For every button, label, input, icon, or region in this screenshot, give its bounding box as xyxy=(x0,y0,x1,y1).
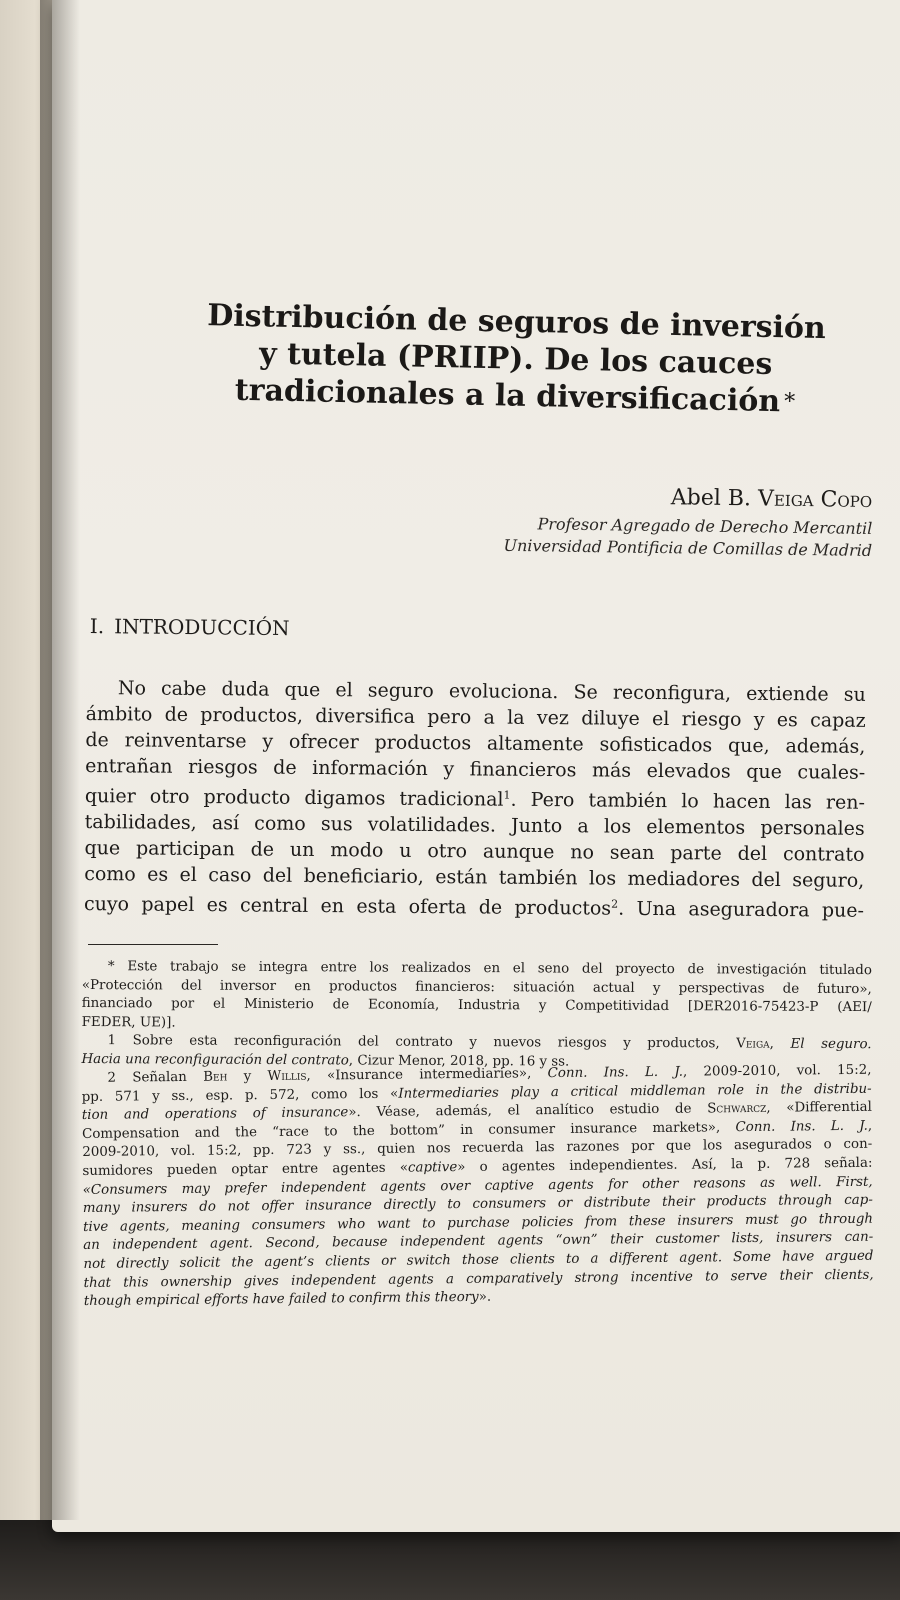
footnote-text: Compensation and the “race to the bottom” in consumer insurance markets», xyxy=(82,1119,736,1142)
footnote-ref-2: 2 xyxy=(611,897,619,911)
title-line-1: Distribución de seguros de inversión xyxy=(206,298,827,347)
footnote-quote: that this ownership gives independent agents a comparatively strong incentive to serve their clients, xyxy=(83,1266,874,1291)
footnote-text: 2 Señalan xyxy=(107,1069,204,1086)
book-page xyxy=(52,0,900,1532)
footnote-text: , 2009-2010, vol. 15:2, xyxy=(682,1062,872,1080)
footnote-line: FEDER, UE)]. xyxy=(81,1014,176,1031)
body-text: . Una aseguradora pue- xyxy=(618,897,865,922)
footnote-author: Beh xyxy=(203,1069,228,1085)
body-text: cuyo papel es central en esta oferta de productos xyxy=(83,892,612,920)
footnote-line: «Protección del inversor en productos financieros: situación actual y perspectivas de futuro», xyxy=(81,977,872,997)
body-line: entrañan riesgos de información y financieros más elevados que cuales- xyxy=(85,754,866,784)
footnote-text: » o agentes independientes. Así, la p. 728 señala: xyxy=(457,1155,873,1175)
footnote-text: , xyxy=(769,1036,791,1053)
footnote-text: y xyxy=(227,1068,268,1085)
page-content xyxy=(52,0,900,1532)
footnote-journal: Conn. Ins. L. J. xyxy=(547,1064,684,1081)
footnote-line: * Este trabajo se integra entre los realizados en el seno del proyecto de investigación titulado xyxy=(107,959,872,979)
author-position: Profesor Agregado de Derecho Mercantil xyxy=(536,514,872,538)
footnote-text: ». xyxy=(478,1289,492,1305)
footnote-text: pp. 571 y ss., esp. p. 572, como los « xyxy=(81,1085,399,1105)
footnote-text: , «Differential xyxy=(766,1099,872,1116)
title-line-3-text: tradicionales a la diversificación xyxy=(234,372,781,420)
body-line xyxy=(84,887,864,924)
footnote-quote: not directly solicit the agent’s clients or switch those clients to a different agent. Some have argued xyxy=(83,1248,874,1272)
body-line: como es el caso del beneficiario, están también los mediadores del seguro, xyxy=(84,862,865,892)
footnote-2 xyxy=(81,1061,873,1311)
footnote-quote: an independent agent. Second, because independent agents “own” their customer lists, insurers can- xyxy=(83,1229,874,1253)
body-line: tabilidades, así como sus volatilidades. Junto a los elementos personales xyxy=(84,810,865,840)
body-paragraph xyxy=(84,675,866,924)
author-first-name: Abel B. xyxy=(670,485,751,512)
footnote-quote: Intermediaries play a critical middleman role in the distribu- xyxy=(398,1080,872,1101)
footnote-quote: tion and operations of insurance xyxy=(81,1104,349,1123)
footnote-title: El seguro. xyxy=(790,1037,872,1053)
footnote-title: Hacia una reconfiguración del contrato xyxy=(81,1051,349,1069)
author-last-name: Veiga Copo xyxy=(757,486,872,513)
body-line: No cabe duda que el seguro evoluciona. Se reconfigura, extiende su xyxy=(117,677,866,706)
title-line-2: y tutela (PRIIP). De los cauces xyxy=(258,336,773,383)
footnote-quote: though empirical efforts have failed to confirm this theory xyxy=(83,1289,479,1309)
footnote-text: ». Véase, además, el analítico estudio de xyxy=(348,1101,708,1120)
footnote-term: captive xyxy=(407,1159,458,1176)
footnote-quote: «Consumers may prefer independent agents over captive agents for other reasons as well. First, xyxy=(82,1173,873,1198)
footnote-author: Schwarcz xyxy=(707,1100,767,1117)
section-title: INTRODUCCIÓN xyxy=(114,614,290,641)
footnote-quote: many insurers do not offer insurance directly to consumers or distribute their products through cap- xyxy=(82,1192,873,1216)
footnotes xyxy=(80,958,872,1315)
body-text: . Pero también lo hacen las ren- xyxy=(510,788,866,814)
footnote-star xyxy=(82,958,872,1037)
body-line: ámbito de productos, diversifica pero a la vez diluye el riesgo y es capaz xyxy=(85,702,866,732)
footnote-line: financiado por el Ministerio de Economía, Industria y Competitividad [DER2016-75423-P (AEI/ xyxy=(81,996,872,1016)
footnote-line: 2009-2010, vol. 15:2, pp. 723 y ss., quien nos recuerda las razones por que los asegurados o con- xyxy=(82,1136,873,1160)
author-affiliation xyxy=(503,513,872,562)
body-line: de reinventarse y ofrecer productos altamente sofisticados que, además, xyxy=(85,728,866,758)
footnote-journal: Conn. Ins. L. J. xyxy=(735,1118,868,1135)
section-number: I. xyxy=(89,614,105,639)
title-footnote-mark: * xyxy=(783,389,796,415)
body-line: que participan de un modo u otro aunque no sean parte del contrato xyxy=(84,836,865,866)
footnote-text: 1 Sobre esta reconfiguración del contrato y nuevos riesgos y productos, xyxy=(107,1033,737,1052)
author-institution: Universidad Pontificia de Comillas de Madrid xyxy=(502,535,872,560)
footnote-ref-1: 1 xyxy=(503,788,511,802)
footnote-text: , xyxy=(867,1118,873,1134)
footnote-author: Willis xyxy=(267,1068,307,1084)
author-name xyxy=(670,485,872,513)
background-surface xyxy=(0,1520,900,1600)
chapter-title xyxy=(150,296,882,422)
gutter-shadow xyxy=(40,0,80,1520)
section-heading xyxy=(90,614,300,640)
body-text: quier otro producto digamos tradicional xyxy=(84,784,504,811)
footnote-text: , «Insurance intermediaries», xyxy=(306,1065,548,1084)
footnote-divider xyxy=(88,944,218,945)
footnote-text: , Cizur Menor, 2018, pp. 16 y ss. xyxy=(348,1053,570,1070)
footnote-text: sumidores pueden optar entre agentes « xyxy=(82,1160,409,1179)
footnote-author: Veiga xyxy=(736,1036,770,1052)
footnote-quote: tive agents, meaning consumers who want to purchase policies from these insurers must go through xyxy=(82,1211,874,1235)
